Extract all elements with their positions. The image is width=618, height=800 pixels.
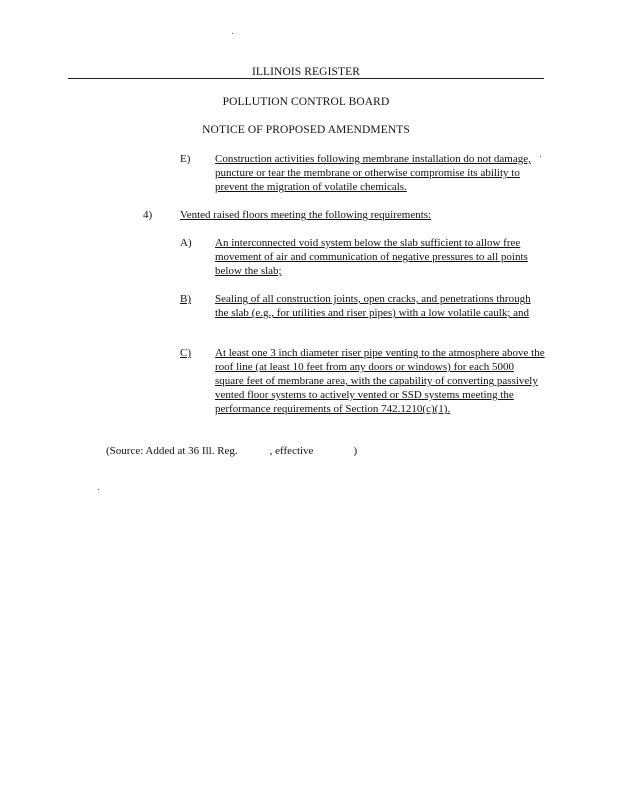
source-note-close: ) — [353, 445, 358, 457]
item-a-text — [215, 236, 545, 278]
item-4-underlined-text: Vented raised floors meeting the following requirements: — [180, 209, 432, 221]
item-c-label-underlined: C) — [180, 347, 191, 359]
board-title: POLLUTION CONTROL BOARD — [222, 96, 390, 108]
scan-speck — [98, 489, 99, 490]
source-note-effective: , effective — [269, 445, 314, 457]
item-b-label-underlined: B) — [180, 293, 191, 305]
item-a-label: A) — [180, 237, 192, 249]
item-4-label: 4) — [143, 209, 153, 221]
item-e-underlined-text: Construction activities following membrane installation do not damage, puncture or tear the membrane or otherwise compromise its ability to prevent the migration of volatile chemicals. — [215, 153, 531, 193]
item-b-text — [215, 292, 545, 320]
item-c-underlined-text: At least one 3 inch diameter riser pipe venting to the atmosphere above the roof line (at least 10 feet from any doors or windows) for each 5000 square feet of membrane area, with the capability of converting passively vented floor systems to actively vented or SSD systems meeting the performance requirements of Section 742.1210(c)(1). — [215, 347, 545, 415]
item-e-text — [215, 152, 545, 194]
item-4-text — [180, 208, 545, 222]
notice-title: NOTICE OF PROPOSED AMENDMENTS — [202, 124, 410, 136]
scan-speck — [232, 33, 233, 34]
item-b-underlined-text: Sealing of all construction joints, open cracks, and penetrations through the slab (e.g., for utilities and riser pipes) with a low volatile caulk; and — [215, 293, 531, 319]
item-a-underlined-text: An interconnected void system below the slab sufficient to allow free movement of air and communication of negative pressures to all points below the slab; — [215, 237, 528, 277]
item-e-label: E) — [180, 153, 191, 165]
item-c-text — [215, 346, 545, 416]
register-title: ILLINOIS REGISTER — [251, 66, 361, 78]
header-rule — [68, 78, 544, 79]
source-note-prefix: (Source: Added at 36 Ill. Reg. — [106, 445, 238, 457]
source-note — [106, 444, 406, 458]
item-c-label — [180, 346, 191, 360]
item-b-label — [180, 292, 191, 306]
